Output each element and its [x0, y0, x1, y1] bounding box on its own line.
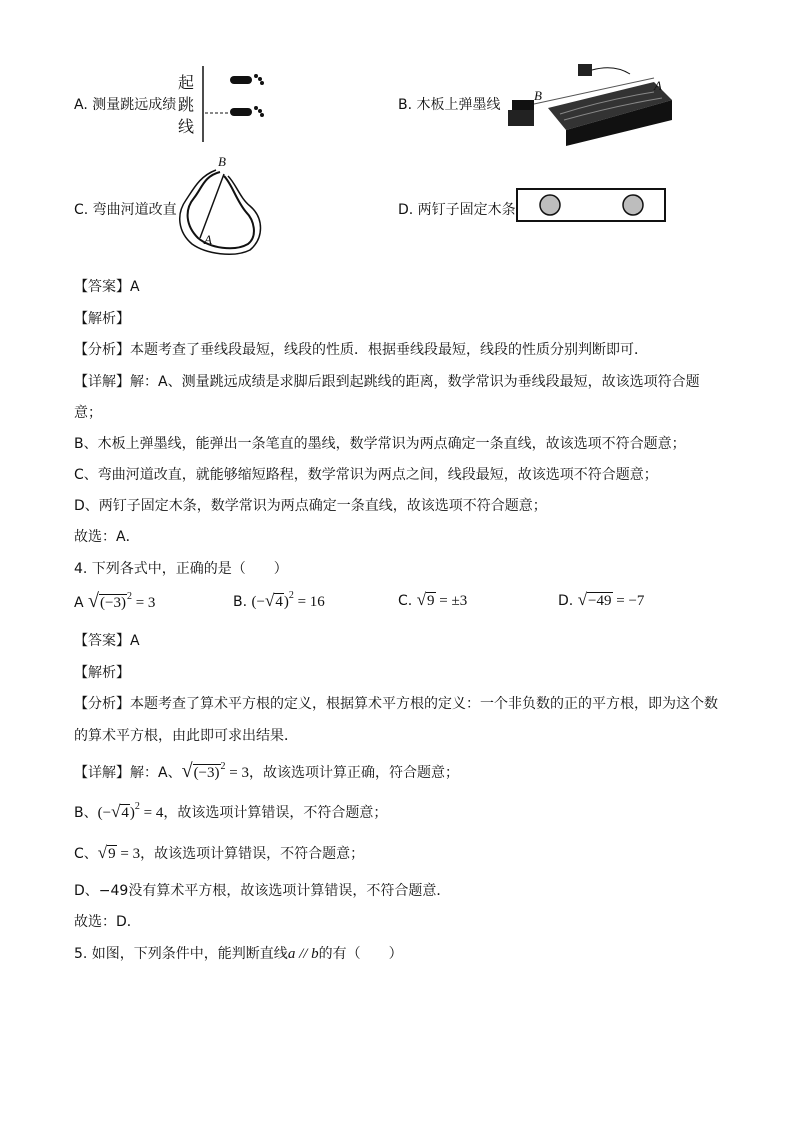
q3-xiangjie-line-1: 【详解】解：A、测量跳远成绩是求脚后跟到起跳线的距离，数学常识为垂线段最短，故该选项符合题 — [74, 374, 700, 390]
q5-stem-math: a // b — [287, 946, 319, 962]
q4-choose: 故选：D． — [74, 914, 141, 930]
rparen: ) — [283, 594, 289, 610]
rhs: = ±3 — [439, 593, 468, 609]
lparen: (− — [251, 594, 265, 610]
exponent: 2 — [134, 801, 140, 812]
exponent: 2 — [288, 590, 294, 601]
q4-option-d-label: D. — [558, 593, 574, 609]
rhs: = 3 — [120, 846, 141, 862]
q4-xiangjie-c-prefix: C、 — [74, 846, 98, 862]
nailed-strip-icon — [516, 188, 666, 222]
q5-stem-pre: 5. 如图，下列条件中，能判断直线 — [74, 946, 288, 962]
q4-xiangjie-a — [74, 760, 459, 783]
q4-xiangjie-c-expr: √9 = 3 — [97, 843, 141, 862]
q4-option-b — [233, 590, 325, 611]
q4-option-a-expr: $√(-3)^2 = 3$ — [88, 590, 156, 612]
exponent: 2 — [126, 591, 132, 602]
takeoff-line-char-1: 起 — [178, 73, 195, 92]
q3-line-c: C、弯曲河道改直，就能够缩短路程，数学常识为两点之间，线段最短，故该选项不符合题意； — [74, 467, 658, 483]
q4-fenxi-line-1: 【分析】本题考查了算术平方根的定义，根据算术平方根的定义：一个非负数的正的平方根，即为这个数 — [74, 696, 718, 712]
q4-analysis-heading: 【解析】 — [74, 665, 130, 681]
radicand: (−3) — [100, 595, 126, 611]
wood-board-icon — [504, 60, 676, 146]
radicand: (−3) — [193, 765, 220, 781]
rparen: ) — [129, 805, 135, 821]
option-c-text: C. 弯曲河道改直 — [74, 202, 177, 218]
q4-option-c — [398, 590, 467, 610]
q4-xiangjie-a-expr: $√(-3)^2 = 3$ — [181, 760, 249, 782]
point-b-label: B — [534, 88, 542, 103]
lparen: (− — [97, 805, 112, 821]
q4-stem: 4. 下列各式中，正确的是（ ） — [74, 561, 288, 577]
point-a-label: A — [654, 78, 662, 93]
q3-fenxi: 【分析】本题考查了垂线段最短，线段的性质．根据垂线段最短，线段的性质分别判断即可． — [74, 342, 648, 358]
q4-xiangjie-b-expr: $(-√4)^2 = 4$ — [97, 801, 164, 821]
takeoff-line-char-3: 线 — [178, 117, 195, 136]
option-d-text: D. 两钉子固定木条 — [398, 202, 516, 218]
q4-xiangjie-b-suffix: ，故该选项计算错误，不符合题意； — [163, 805, 388, 821]
q4-option-d — [558, 590, 644, 610]
q4-xiangjie-b — [74, 801, 387, 822]
q3-choose: 故选：A． — [74, 529, 140, 545]
figure-long-jump — [172, 66, 272, 146]
rhs: = 3 — [229, 765, 249, 781]
q4-option-c-expr: √9 = ±3 — [416, 590, 468, 609]
rhs: = 16 — [297, 594, 325, 610]
rhs: = 4 — [143, 805, 164, 821]
radicand: 9 — [108, 846, 116, 862]
radicand: 9 — [427, 593, 435, 609]
option-b-text: B. 木板上弹墨线 — [398, 97, 501, 113]
q3-analysis-heading: 【解析】 — [74, 311, 130, 327]
q4-option-c-label: C. — [398, 593, 413, 609]
q4-option-b-label: B. — [233, 594, 248, 610]
q4-answer: 【答案】A — [74, 633, 140, 649]
option-a-text: A. 测量跳远成绩 — [74, 97, 177, 113]
q4-xiangjie-c-suffix: ，故该选项计算错误，不符合题意； — [140, 846, 365, 862]
q5-stem-post: 的有（ ） — [318, 946, 403, 962]
q3-line-b: B、木板上弹墨线，能弹出一条笔直的墨线，数学常识为两点确定一条直线，故该选项不符合题意； — [74, 436, 686, 452]
river-point-b: B — [218, 154, 226, 169]
q4-xiangjie-c — [74, 843, 364, 863]
q4-xiangjie-a-prefix: 【详解】解：A、 — [74, 765, 182, 781]
radicand: 4 — [121, 805, 129, 821]
q4-option-d-expr: √−49 = −7 — [577, 590, 645, 609]
takeoff-line-char-2: 跳 — [178, 95, 195, 114]
q4-option-a-label: A — [74, 595, 84, 611]
figure-nails — [516, 188, 666, 222]
q4-xiangjie-d: D、−49没有算术平方根，故该选项计算错误，不符合题意． — [74, 883, 451, 899]
figure-river — [174, 154, 266, 260]
figure-ink-line — [504, 60, 676, 146]
q4-xiangjie-a-suffix: ，故该选项计算正确，符合题意； — [248, 765, 459, 781]
q4-option-b-expr: $(-√4)^2 = 16$ — [251, 590, 325, 610]
radicand: 4 — [275, 594, 283, 610]
q4-xiangjie-b-prefix: B、 — [74, 805, 98, 821]
river-point-a: A — [204, 232, 212, 247]
q3-xiangjie-line-2: 意； — [74, 405, 102, 421]
rhs: = 3 — [135, 595, 156, 611]
radicand: −49 — [588, 593, 612, 609]
rhs: = −7 — [616, 593, 645, 609]
q4-fenxi-line-2: 的算术平方根，由此即可求出结果． — [74, 728, 298, 744]
q4-option-a — [74, 590, 155, 613]
q5-stem — [74, 943, 403, 963]
q3-answer: 【答案】A — [74, 279, 140, 295]
q3-line-d: D、两钉子固定木条，数学常识为两点确定一条直线，故该选项不符合题意； — [74, 498, 547, 514]
exponent: 2 — [220, 761, 226, 772]
footprints-icon — [172, 66, 272, 146]
